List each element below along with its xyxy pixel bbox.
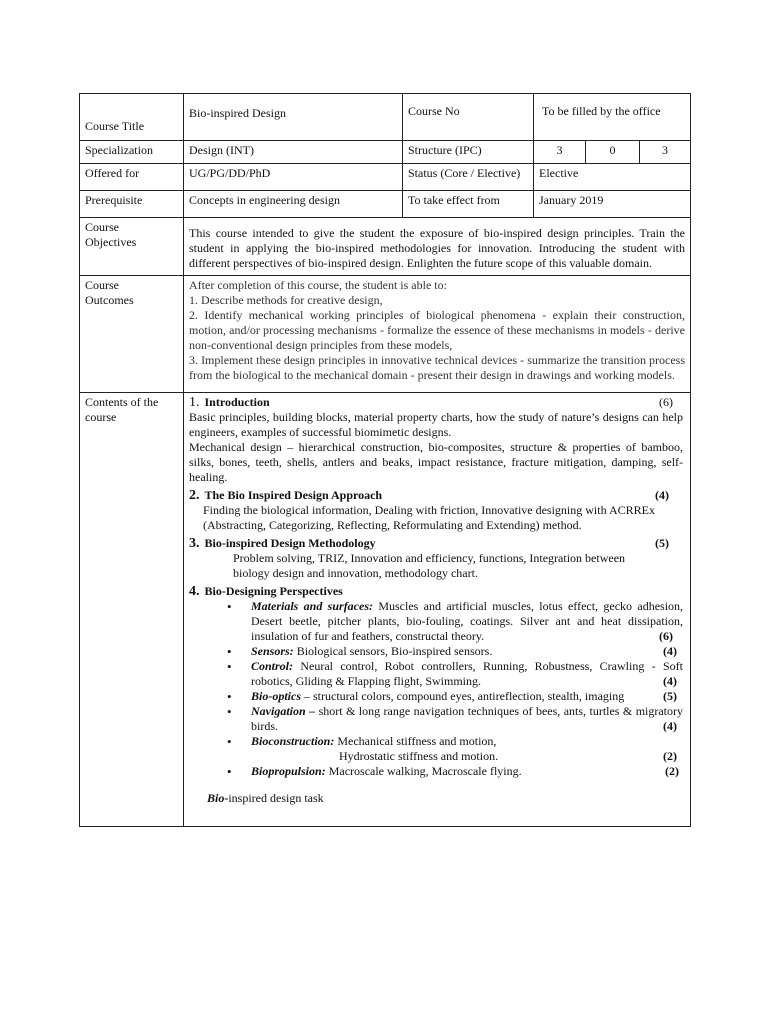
section-1-para-1: Basic principles, building blocks, material property charts, how the study of nature’s designs can help engineers, examples of successful biomimetic designs. bbox=[189, 410, 684, 439]
course-no-value: To be filled by the office bbox=[534, 94, 691, 141]
bioconstruction-hours: (2) bbox=[663, 749, 678, 763]
specialization-label: Specialization bbox=[80, 141, 184, 164]
section-3-title: Bio-inspired Design Methodology bbox=[204, 536, 376, 550]
design-task bbox=[189, 791, 683, 806]
section-4-title: Bio-Designing Perspectives bbox=[204, 584, 343, 598]
row-prerequisite bbox=[80, 191, 691, 218]
status-label: Status (Core / Elective) bbox=[403, 164, 534, 191]
section-1-number: 1. bbox=[189, 395, 200, 410]
section-1-heading bbox=[189, 395, 683, 410]
list-item-biopropulsion bbox=[251, 764, 683, 779]
section-3-hours: (5) bbox=[655, 536, 670, 550]
section-3-heading bbox=[189, 536, 683, 551]
course-sheet bbox=[79, 93, 690, 827]
section-2-para-1: Finding the biological information, Dealing with friction, Innovative designing with ACRREx (Abstracting, Categorizing, Reflecting, Reformulating and Extending) method. bbox=[203, 503, 655, 532]
navigation-term: Navigation – bbox=[251, 704, 316, 718]
section-4-number: 4. bbox=[189, 584, 200, 599]
perspectives-list bbox=[189, 599, 683, 779]
structure-c: 3 bbox=[640, 141, 691, 164]
outcome-item-3: 3. Implement these design principles in innovative technical devices - summarize the transition process from the biological to the mechanical domain - present their design in drawings and working models. bbox=[189, 353, 686, 382]
bio-optics-text: – structural colors, compound eyes, antireflection, stealth, imaging bbox=[301, 689, 625, 703]
outcomes-label-2: Outcomes bbox=[85, 293, 134, 307]
contents-label-2: course bbox=[85, 410, 117, 424]
navigation-hours: (4) bbox=[663, 719, 678, 733]
section-2-hours: (4) bbox=[655, 488, 670, 502]
control-term: Control: bbox=[251, 659, 294, 673]
section-3-para-1: Problem solving, TRIZ, Innovation and efficiency, functions, Integration between biology design and innovation, methodology chart. bbox=[233, 551, 626, 580]
sensors-text: Biological sensors, Bio-inspired sensors. bbox=[293, 644, 493, 658]
course-no-label: Course No bbox=[403, 94, 534, 141]
bioconstruction-term: Bioconstruction: bbox=[251, 734, 335, 748]
effect-value: January 2019 bbox=[534, 191, 691, 218]
course-table bbox=[79, 93, 691, 827]
bioconstruction-line-2: Hydrostatic stiffness and motion. bbox=[339, 749, 499, 763]
row-course-title bbox=[80, 94, 691, 141]
offered-label: Offered for bbox=[80, 164, 184, 191]
biopropulsion-term: Biopropulsion: bbox=[251, 764, 326, 778]
control-hours: (4) bbox=[663, 674, 678, 688]
design-task-text: inspired design task bbox=[228, 791, 324, 805]
structure-p: 0 bbox=[586, 141, 640, 164]
course-title-value: Bio-inspired Design bbox=[184, 94, 403, 141]
section-1-title: Introduction bbox=[204, 395, 270, 409]
objectives-text: This course intended to give the student the exposure of bio-inspired design principles. Train the student in applying the bio-inspired methodologies for innovation. Introducing the student with different perspectives of bio-inspired design. Enlighten the future scope of this valuable domain. bbox=[184, 218, 691, 276]
section-3-number: 3. bbox=[189, 536, 200, 551]
design-task-term: Bio- bbox=[207, 791, 229, 805]
bioconstruction-text: Mechanical stiffness and motion, bbox=[334, 734, 497, 748]
section-2-heading bbox=[189, 488, 683, 503]
outcomes-label-1: Course bbox=[85, 278, 119, 292]
list-item-navigation bbox=[251, 704, 683, 734]
outcomes-label bbox=[80, 276, 184, 393]
contents-label bbox=[80, 393, 184, 827]
list-item-materials bbox=[251, 599, 683, 644]
outcomes-text bbox=[184, 276, 691, 393]
section-1-para-2: Mechanical design – hierarchical construction, bio-composites, structure & properties of bamboo, silks, bones, teeth, shells, antlers and beaks, impact resistance, fracture mitigation, damping, self-healing. bbox=[189, 440, 684, 484]
section-2-number: 2. bbox=[189, 488, 200, 503]
specialization-value: Design (INT) bbox=[184, 141, 403, 164]
bio-optics-hours: (5) bbox=[663, 689, 678, 703]
sensors-term: Sensors: bbox=[251, 644, 294, 658]
biopropulsion-text: Macroscale walking, Macroscale flying. bbox=[325, 764, 522, 778]
objectives-label bbox=[80, 218, 184, 276]
list-item-bioconstruction bbox=[251, 734, 683, 764]
biopropulsion-hours: (2) bbox=[665, 764, 680, 778]
contents-label-1: Contents of the bbox=[85, 395, 159, 409]
list-item-bio-optics bbox=[251, 689, 683, 704]
objectives-label-1: Course bbox=[85, 220, 119, 234]
row-objectives bbox=[80, 218, 691, 276]
bio-optics-term: Bio-optics bbox=[251, 689, 301, 703]
objectives-label-2: Objectives bbox=[85, 235, 137, 249]
row-specialization bbox=[80, 141, 691, 164]
row-contents bbox=[80, 393, 691, 827]
list-item-sensors bbox=[251, 644, 683, 659]
prereq-value: Concepts in engineering design bbox=[184, 191, 403, 218]
structure-label: Structure (IPC) bbox=[403, 141, 534, 164]
outcome-item-1: 1. Describe methods for creative design, bbox=[189, 293, 383, 307]
contents-body bbox=[184, 393, 691, 827]
offered-value: UG/PG/DD/PhD bbox=[184, 164, 403, 191]
row-outcomes bbox=[80, 276, 691, 393]
materials-term: Materials and surfaces: bbox=[251, 599, 374, 613]
row-offered bbox=[80, 164, 691, 191]
list-item-control bbox=[251, 659, 683, 689]
outcomes-intro: After completion of this course, the student is able to: bbox=[189, 278, 447, 292]
section-1-hours: (6) bbox=[659, 395, 674, 409]
section-2-title: The Bio Inspired Design Approach bbox=[204, 488, 383, 502]
control-text: Neural control, Robot controllers, Running, Robustness, Crawling - Soft robotics, Gliding & Flapping flight, Swimming. bbox=[251, 659, 684, 688]
materials-text: Muscles and artificial muscles, lotus effect, gecko adhesion, Desert beetle, pitcher plants, bio-fouling, coatings. Silver ant and heat dissipation, insulation of fur and feathers, constructal theory. bbox=[251, 599, 684, 643]
navigation-text: short & long range navigation techniques of bees, ants, turtles & migratory birds. bbox=[251, 704, 684, 733]
status-value: Elective bbox=[534, 164, 691, 191]
course-title-label: Course Title bbox=[80, 94, 184, 141]
section-4-heading bbox=[189, 584, 683, 599]
sensors-hours: (4) bbox=[663, 644, 678, 658]
structure-i: 3 bbox=[534, 141, 586, 164]
materials-hours: (6) bbox=[659, 629, 674, 643]
outcome-item-2: 2. Identify mechanical working principles of biological phenomena - explain their construction, motion, and/or processing mechanisms - formalize the essence of these mechanisms in models - derive non-conventional design principles from these models, bbox=[189, 308, 686, 352]
effect-label: To take effect from bbox=[403, 191, 534, 218]
prereq-label: Prerequisite bbox=[80, 191, 184, 218]
